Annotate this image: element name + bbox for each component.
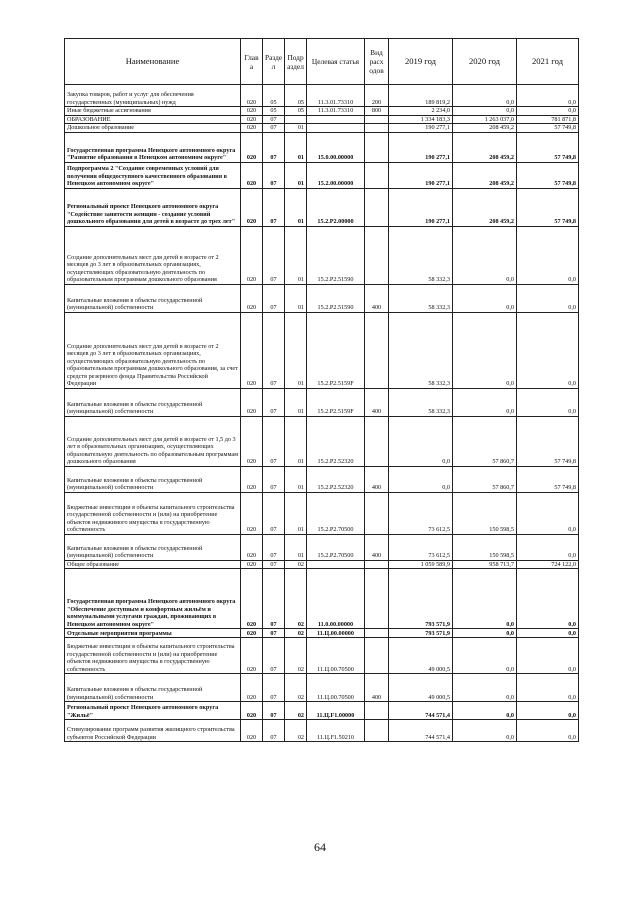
table-row bbox=[65, 115, 579, 124]
row-2021: 57 749,8 bbox=[517, 466, 579, 492]
row-2019: 744 571,4 bbox=[389, 720, 453, 742]
row-2019: 49 000,5 bbox=[389, 674, 453, 702]
row-podrazdel: 02 bbox=[285, 638, 307, 674]
row-name: Бюджетные инвестиции в объекты капитального строительства государственной собственности и (или) на приобретение объектов недвижимого имущества в государственную собственность bbox=[65, 638, 241, 674]
table-row bbox=[65, 560, 579, 569]
row-2020: 0,0 bbox=[453, 569, 517, 629]
row-vid: 200 bbox=[365, 85, 389, 107]
row-2021: 57 749,8 bbox=[517, 132, 579, 162]
row-razdel: 07 bbox=[263, 702, 285, 720]
row-podrazdel: 02 bbox=[285, 674, 307, 702]
row-podrazdel: 01 bbox=[285, 534, 307, 560]
row-2021: 781 871,8 bbox=[517, 115, 579, 124]
row-podrazdel: 01 bbox=[285, 188, 307, 226]
row-glava: 020 bbox=[241, 466, 263, 492]
row-2019: 190 277,1 bbox=[389, 124, 453, 133]
row-2019: 744 571,4 bbox=[389, 702, 453, 720]
row-name: Капитальные вложения в объекты государственной (муниципальной) собственности bbox=[65, 284, 241, 312]
row-statya: 15.2.P2.70500 bbox=[307, 492, 365, 534]
row-glava: 020 bbox=[241, 124, 263, 133]
row-name: ОБРАЗОВАНИЕ bbox=[65, 115, 241, 124]
row-glava: 020 bbox=[241, 132, 263, 162]
header-2021: 2021 год bbox=[517, 39, 579, 85]
header-statya: Целевая статья bbox=[307, 39, 365, 85]
row-glava: 020 bbox=[241, 284, 263, 312]
row-razdel: 05 bbox=[263, 85, 285, 107]
row-2021: 57 749,8 bbox=[517, 416, 579, 466]
header-glava: Глав а bbox=[241, 39, 263, 85]
row-vid: 400 bbox=[365, 284, 389, 312]
row-statya: 15.2.P2.52320 bbox=[307, 466, 365, 492]
row-podrazdel: 01 bbox=[285, 284, 307, 312]
row-razdel: 07 bbox=[263, 188, 285, 226]
row-name: Стимулирование программ развития жилищного строительства субъектов Российской Федерации bbox=[65, 720, 241, 742]
header-razdel: Разде л bbox=[263, 39, 285, 85]
header-vid: Вид расх одов bbox=[365, 39, 389, 85]
row-2020: 0,0 bbox=[453, 284, 517, 312]
row-razdel: 07 bbox=[263, 569, 285, 629]
row-glava: 020 bbox=[241, 674, 263, 702]
row-2019: 73 612,5 bbox=[389, 492, 453, 534]
row-2020: 0,0 bbox=[453, 629, 517, 638]
row-2020: 57 860,7 bbox=[453, 466, 517, 492]
row-statya: 15.2.P2.5159F bbox=[307, 312, 365, 388]
header-name: Наименование bbox=[65, 39, 241, 85]
row-2019: 189 819,2 bbox=[389, 85, 453, 107]
row-vid bbox=[365, 629, 389, 638]
row-podrazdel: 01 bbox=[285, 416, 307, 466]
row-2021: 724 122,0 bbox=[517, 560, 579, 569]
row-glava: 020 bbox=[241, 638, 263, 674]
row-statya: 15.2.P2.51590 bbox=[307, 284, 365, 312]
row-2020: 0,0 bbox=[453, 674, 517, 702]
row-glava: 020 bbox=[241, 312, 263, 388]
row-2019: 58 332,3 bbox=[389, 312, 453, 388]
row-statya: 11.3.01.73310 bbox=[307, 107, 365, 116]
row-podrazdel: 01 bbox=[285, 466, 307, 492]
row-2019: 793 571,9 bbox=[389, 629, 453, 638]
row-glava: 020 bbox=[241, 416, 263, 466]
row-razdel: 07 bbox=[263, 638, 285, 674]
row-vid: 400 bbox=[365, 534, 389, 560]
row-2019: 0,0 bbox=[389, 466, 453, 492]
row-podrazdel: 01 bbox=[285, 226, 307, 284]
row-razdel: 07 bbox=[263, 720, 285, 742]
row-name: Государственная программа Ненецкого автономного округа "Развитие образования в Ненецком автономном округе" bbox=[65, 132, 241, 162]
row-2020: 208 459,2 bbox=[453, 132, 517, 162]
row-name: Закупка товаров, работ и услуг для обеспечения государственных (муниципальных) нужд bbox=[65, 85, 241, 107]
table-row bbox=[65, 162, 579, 188]
row-glava: 020 bbox=[241, 226, 263, 284]
row-name: Региональный проект Ненецкого автономного округа "Жильё" bbox=[65, 702, 241, 720]
row-2021: 0,0 bbox=[517, 492, 579, 534]
row-2020: 150 598,5 bbox=[453, 534, 517, 560]
row-name: Капитальные вложения в объекты государственной (муниципальной) собственности bbox=[65, 388, 241, 416]
row-razdel: 07 bbox=[263, 416, 285, 466]
row-2020: 208 459,2 bbox=[453, 188, 517, 226]
row-2019: 793 571,9 bbox=[389, 569, 453, 629]
row-glava: 020 bbox=[241, 162, 263, 188]
row-podrazdel bbox=[285, 115, 307, 124]
row-statya: 15.2.P2.52320 bbox=[307, 416, 365, 466]
row-2019: 190 277,1 bbox=[389, 132, 453, 162]
row-vid bbox=[365, 492, 389, 534]
row-podrazdel: 01 bbox=[285, 162, 307, 188]
row-razdel: 07 bbox=[263, 388, 285, 416]
row-statya: 11.0.00.00000 bbox=[307, 569, 365, 629]
row-2021: 0,0 bbox=[517, 388, 579, 416]
row-podrazdel: 01 bbox=[285, 312, 307, 388]
row-vid bbox=[365, 638, 389, 674]
row-2021: 0,0 bbox=[517, 720, 579, 742]
row-name: Создание дополнительных мест для детей в возрасте от 2 месяцев до 3 лет в образовательных организациях, осуществляющих образовательную деятельность по образовательным программам дошкольного образования bbox=[65, 226, 241, 284]
row-podrazdel: 02 bbox=[285, 720, 307, 742]
row-podrazdel: 05 bbox=[285, 107, 307, 116]
row-razdel: 07 bbox=[263, 124, 285, 133]
table-row bbox=[65, 388, 579, 416]
table-row bbox=[65, 569, 579, 629]
row-statya: 15.0.00.00000 bbox=[307, 132, 365, 162]
row-2020: 0,0 bbox=[453, 638, 517, 674]
table-row bbox=[65, 534, 579, 560]
row-vid bbox=[365, 188, 389, 226]
row-glava: 020 bbox=[241, 85, 263, 107]
row-2020: 0,0 bbox=[453, 312, 517, 388]
row-statya: 11.Ц.00.00000 bbox=[307, 629, 365, 638]
table-row bbox=[65, 416, 579, 466]
row-2021: 0,0 bbox=[517, 702, 579, 720]
page-number: 64 bbox=[314, 840, 326, 854]
row-2021: 0,0 bbox=[517, 674, 579, 702]
row-vid bbox=[365, 720, 389, 742]
row-name: Общее образование bbox=[65, 560, 241, 569]
row-razdel: 07 bbox=[263, 492, 285, 534]
row-statya: 15.2.P2.5159F bbox=[307, 388, 365, 416]
row-statya: 11.Ц.00.70500 bbox=[307, 638, 365, 674]
row-statya: 15.2.P2.70500 bbox=[307, 534, 365, 560]
table-row bbox=[65, 132, 579, 162]
row-vid bbox=[365, 416, 389, 466]
header-2020: 2020 год bbox=[453, 39, 517, 85]
row-vid: 800 bbox=[365, 107, 389, 116]
row-podrazdel: 01 bbox=[285, 492, 307, 534]
row-vid bbox=[365, 124, 389, 133]
row-vid bbox=[365, 569, 389, 629]
row-statya: 11.Ц.00.70500 bbox=[307, 674, 365, 702]
row-2019: 73 612,5 bbox=[389, 534, 453, 560]
row-2021: 0,0 bbox=[517, 629, 579, 638]
row-2021: 0,0 bbox=[517, 312, 579, 388]
row-vid bbox=[365, 115, 389, 124]
table-row bbox=[65, 188, 579, 226]
row-2020: 0,0 bbox=[453, 702, 517, 720]
table-row bbox=[65, 312, 579, 388]
row-2021: 57 749,8 bbox=[517, 124, 579, 133]
row-2019: 58 332,3 bbox=[389, 226, 453, 284]
row-name: Создание дополнительных мест для детей в возрасте от 2 месяцев до 3 лет в образовательных организациях, осуществляющих образовательную деятельность по образовательным программам дошкольного образования, за счет средств резервного фонда Правительства Российской Федерации bbox=[65, 312, 241, 388]
header-podrazdel: Подр аздел bbox=[285, 39, 307, 85]
row-name: Создание дополнительных мест для детей в возрасте от 1,5 до 3 лет в образовательных организациях, осуществляющих образовательную деятельность по образовательным программам дошкольного образования bbox=[65, 416, 241, 466]
row-2020: 1 263 037,0 bbox=[453, 115, 517, 124]
row-name: Иные бюджетные ассигнования bbox=[65, 107, 241, 116]
row-podrazdel: 02 bbox=[285, 702, 307, 720]
table-body bbox=[65, 85, 579, 742]
row-razdel: 07 bbox=[263, 132, 285, 162]
row-statya: 15.2.00.00000 bbox=[307, 162, 365, 188]
row-2020: 150 598,5 bbox=[453, 492, 517, 534]
row-2021: 0,0 bbox=[517, 85, 579, 107]
row-2020: 958 713,7 bbox=[453, 560, 517, 569]
row-razdel: 07 bbox=[263, 674, 285, 702]
row-razdel: 07 bbox=[263, 312, 285, 388]
row-2020: 208 459,2 bbox=[453, 124, 517, 133]
row-2020: 0,0 bbox=[453, 388, 517, 416]
row-podrazdel: 01 bbox=[285, 124, 307, 133]
row-name: Отдельные мероприятия программы bbox=[65, 629, 241, 638]
row-vid bbox=[365, 312, 389, 388]
table-row bbox=[65, 638, 579, 674]
table-row bbox=[65, 107, 579, 116]
row-razdel: 07 bbox=[263, 226, 285, 284]
row-glava: 020 bbox=[241, 560, 263, 569]
row-vid bbox=[365, 132, 389, 162]
row-2019: 2 234,0 bbox=[389, 107, 453, 116]
row-podrazdel: 01 bbox=[285, 388, 307, 416]
row-name: Дошкольное образование bbox=[65, 124, 241, 133]
row-glava: 020 bbox=[241, 534, 263, 560]
table-row bbox=[65, 226, 579, 284]
row-statya bbox=[307, 560, 365, 569]
row-statya: 11.Ц.F1.00000 bbox=[307, 702, 365, 720]
row-2020: 208 459,2 bbox=[453, 162, 517, 188]
row-statya: 15.2.P2.00000 bbox=[307, 188, 365, 226]
row-razdel: 07 bbox=[263, 284, 285, 312]
row-statya: 11.3.01.73310 bbox=[307, 85, 365, 107]
row-2019: 49 000,5 bbox=[389, 638, 453, 674]
row-2020: 0,0 bbox=[453, 107, 517, 116]
row-razdel: 07 bbox=[263, 162, 285, 188]
row-vid: 400 bbox=[365, 674, 389, 702]
table-row bbox=[65, 629, 579, 638]
row-vid bbox=[365, 226, 389, 284]
row-2021: 0,0 bbox=[517, 284, 579, 312]
row-razdel: 07 bbox=[263, 534, 285, 560]
row-2021: 0,0 bbox=[517, 569, 579, 629]
table-header-row bbox=[65, 39, 579, 85]
row-razdel: 07 bbox=[263, 629, 285, 638]
row-name: Бюджетные инвестиции в объекты капитального строительства государственной собственности и (или) на приобретение объектов недвижимого имущества в государственную собственность bbox=[65, 492, 241, 534]
table-row bbox=[65, 124, 579, 133]
row-vid: 400 bbox=[365, 388, 389, 416]
header-2019: 2019 год bbox=[389, 39, 453, 85]
row-podrazdel: 01 bbox=[285, 132, 307, 162]
budget-table bbox=[64, 38, 579, 742]
row-vid bbox=[365, 560, 389, 569]
row-2019: 1 334 183,3 bbox=[389, 115, 453, 124]
row-glava: 020 bbox=[241, 107, 263, 116]
row-glava: 020 bbox=[241, 115, 263, 124]
row-vid: 400 bbox=[365, 466, 389, 492]
row-name: Региональный проект Ненецкого автономного округа "Содействие занятости женщин - создание условий дошкольного образования для детей в возрасте до трех лет" bbox=[65, 188, 241, 226]
row-statya: 15.2.P2.51590 bbox=[307, 226, 365, 284]
table-row bbox=[65, 720, 579, 742]
row-podrazdel: 02 bbox=[285, 569, 307, 629]
row-razdel: 07 bbox=[263, 560, 285, 569]
row-name: Капитальные вложения в объекты государственной (муниципальной) собственности bbox=[65, 466, 241, 492]
table-row bbox=[65, 492, 579, 534]
row-podrazdel: 05 bbox=[285, 85, 307, 107]
row-2021: 0,0 bbox=[517, 226, 579, 284]
table-row bbox=[65, 466, 579, 492]
row-razdel: 05 bbox=[263, 107, 285, 116]
table-row bbox=[65, 674, 579, 702]
row-2020: 0,0 bbox=[453, 226, 517, 284]
row-2019: 58 332,3 bbox=[389, 284, 453, 312]
row-2019: 58 332,3 bbox=[389, 388, 453, 416]
row-vid bbox=[365, 702, 389, 720]
row-2019: 190 277,1 bbox=[389, 162, 453, 188]
row-2019: 0,0 bbox=[389, 416, 453, 466]
row-name: Капитальные вложения в объекты государственной (муниципальной) собственности bbox=[65, 534, 241, 560]
row-podrazdel: 02 bbox=[285, 629, 307, 638]
row-2020: 0,0 bbox=[453, 720, 517, 742]
row-statya bbox=[307, 124, 365, 133]
row-vid bbox=[365, 162, 389, 188]
row-2019: 190 277,1 bbox=[389, 188, 453, 226]
row-glava: 020 bbox=[241, 720, 263, 742]
row-2021: 57 749,8 bbox=[517, 188, 579, 226]
row-2021: 0,0 bbox=[517, 534, 579, 560]
row-statya: 11.Ц.F1.50210 bbox=[307, 720, 365, 742]
row-statya bbox=[307, 115, 365, 124]
table-row bbox=[65, 284, 579, 312]
row-razdel: 07 bbox=[263, 115, 285, 124]
row-name: Подпрограмма 2 "Создание современных условий для получения общедоступного качественного образования в Ненецком автономном округе" bbox=[65, 162, 241, 188]
row-glava: 020 bbox=[241, 188, 263, 226]
row-glava: 020 bbox=[241, 492, 263, 534]
row-glava: 020 bbox=[241, 702, 263, 720]
row-glava: 020 bbox=[241, 388, 263, 416]
row-2019: 1 059 589,9 bbox=[389, 560, 453, 569]
row-2020: 0,0 bbox=[453, 85, 517, 107]
table-row bbox=[65, 702, 579, 720]
row-razdel: 07 bbox=[263, 466, 285, 492]
row-podrazdel: 02 bbox=[285, 560, 307, 569]
table-row bbox=[65, 85, 579, 107]
row-2020: 57 860,7 bbox=[453, 416, 517, 466]
row-name: Капитальные вложения в объекты государственной (муниципальной) собственности bbox=[65, 674, 241, 702]
row-name: Государственная программа Ненецкого автономного округа "Обеспечение доступным и комфортным жильём и коммунальными услугами граждан, проживающих в Ненецком автономном округе" bbox=[65, 569, 241, 629]
row-2021: 0,0 bbox=[517, 638, 579, 674]
row-glava: 020 bbox=[241, 569, 263, 629]
row-2021: 57 749,8 bbox=[517, 162, 579, 188]
row-2021: 0,0 bbox=[517, 107, 579, 116]
row-glava: 020 bbox=[241, 629, 263, 638]
